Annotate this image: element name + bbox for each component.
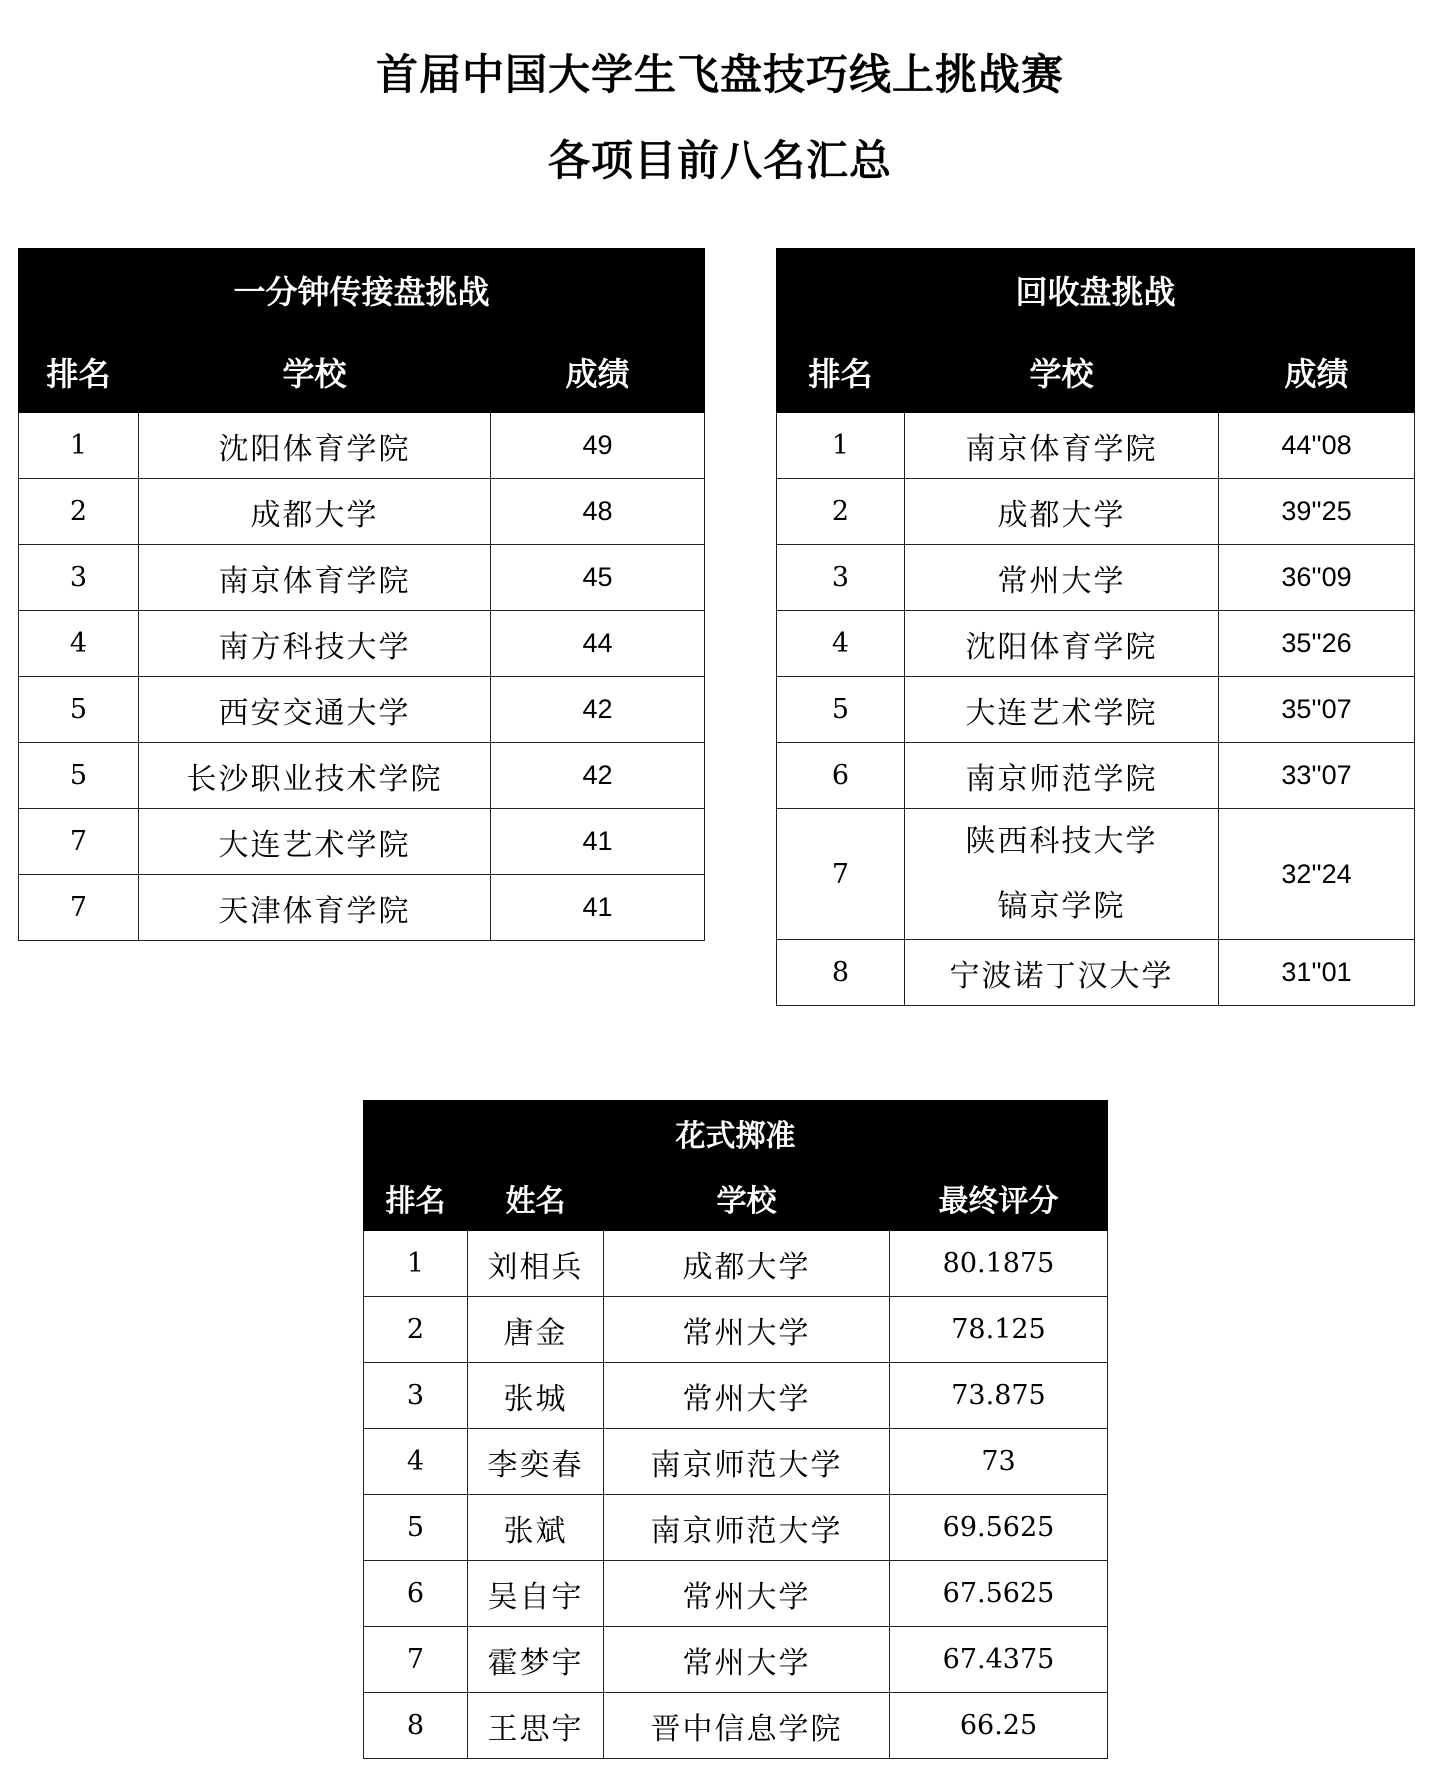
column-header-score: 成绩: [491, 332, 705, 413]
table-row: [777, 611, 1415, 677]
score-cell: 73.875: [890, 1363, 1108, 1429]
score-cell: 73: [890, 1429, 1108, 1495]
school-cell: 天津体育学院: [139, 875, 491, 941]
table-row: [364, 1495, 1108, 1561]
rank-cell: 7: [364, 1627, 468, 1693]
score-cell: 78.125: [890, 1297, 1108, 1363]
table-row: [777, 413, 1415, 479]
score-cell: 35''07: [1219, 677, 1415, 743]
table-row: [19, 413, 705, 479]
name-cell: 唐金: [468, 1297, 604, 1363]
column-header-school: 学校: [139, 332, 491, 413]
column-header-rank: 排名: [364, 1166, 468, 1231]
rank-cell: 7: [19, 809, 139, 875]
score-cell: 49: [491, 413, 705, 479]
rank-cell: 4: [364, 1429, 468, 1495]
school-cell: 常州大学: [604, 1297, 890, 1363]
table-row: [364, 1693, 1108, 1759]
score-cell: 42: [491, 743, 705, 809]
score-cell: 41: [491, 875, 705, 941]
table-row: [777, 545, 1415, 611]
school-cell: [905, 809, 1219, 940]
name-cell: 李奕春: [468, 1429, 604, 1495]
rank-cell: 3: [364, 1363, 468, 1429]
table-row: [19, 611, 705, 677]
rank-cell: 5: [777, 677, 905, 743]
table-row: [19, 875, 705, 941]
score-cell: 69.5625: [890, 1495, 1108, 1561]
school-cell: 晋中信息学院: [604, 1693, 890, 1759]
score-cell: 35''26: [1219, 611, 1415, 677]
table-row: [364, 1627, 1108, 1693]
table-row: [19, 479, 705, 545]
table-row: [777, 677, 1415, 743]
school-cell: 常州大学: [905, 545, 1219, 611]
school-cell: 南京师范学院: [905, 743, 1219, 809]
table-caption: 一分钟传接盘挑战: [19, 249, 705, 332]
rank-cell: 6: [777, 743, 905, 809]
score-cell: 31''01: [1219, 940, 1415, 1006]
school-line-2: 镐京学院: [997, 889, 1126, 924]
school-cell: 大连艺术学院: [905, 677, 1219, 743]
name-cell: 张城: [468, 1363, 604, 1429]
rank-cell: 2: [19, 479, 139, 545]
rank-cell: 2: [777, 479, 905, 545]
column-header-final-score: 最终评分: [890, 1166, 1108, 1231]
name-cell: 吴自宇: [468, 1561, 604, 1627]
school-cell: 沈阳体育学院: [139, 413, 491, 479]
table-caption: 回收盘挑战: [777, 249, 1415, 332]
school-cell: 成都大学: [139, 479, 491, 545]
rank-cell: 1: [777, 413, 905, 479]
name-cell: 霍梦宇: [468, 1627, 604, 1693]
school-cell: 南京体育学院: [905, 413, 1219, 479]
school-cell: 西安交通大学: [139, 677, 491, 743]
school-cell: 南京师范大学: [604, 1495, 890, 1561]
rank-cell: 5: [19, 677, 139, 743]
name-cell: 刘相兵: [468, 1231, 604, 1297]
name-cell: 张斌: [468, 1495, 604, 1561]
score-cell: 41: [491, 809, 705, 875]
table-row: [364, 1363, 1108, 1429]
table-row: [777, 743, 1415, 809]
score-cell: 80.1875: [890, 1231, 1108, 1297]
school-cell: 常州大学: [604, 1627, 890, 1693]
score-cell: 67.5625: [890, 1561, 1108, 1627]
rank-cell: 2: [364, 1297, 468, 1363]
rank-cell: 8: [777, 940, 905, 1006]
column-header-rank: 排名: [19, 332, 139, 413]
school-cell: 长沙职业技术学院: [139, 743, 491, 809]
school-cell: 沈阳体育学院: [905, 611, 1219, 677]
score-cell: 42: [491, 677, 705, 743]
page-title: 首届中国大学生飞盘技巧线上挑战赛: [375, 50, 1064, 99]
rank-cell: 3: [19, 545, 139, 611]
table-row: [364, 1561, 1108, 1627]
school-cell: 常州大学: [604, 1363, 890, 1429]
score-cell: 66.25: [890, 1693, 1108, 1759]
score-cell: 44: [491, 611, 705, 677]
table-recovery-challenge: [776, 248, 1415, 1006]
rank-cell: 5: [364, 1495, 468, 1561]
rank-cell: 3: [777, 545, 905, 611]
rank-cell: 6: [364, 1561, 468, 1627]
rank-cell: 5: [19, 743, 139, 809]
table-one-minute-catch: [18, 248, 705, 941]
school-cell: 南方科技大学: [139, 611, 491, 677]
score-cell: 39''25: [1219, 479, 1415, 545]
school-cell: 常州大学: [604, 1561, 890, 1627]
rank-cell: 7: [19, 875, 139, 941]
school-cell: 南京体育学院: [139, 545, 491, 611]
school-line-1: 陕西科技大学: [965, 824, 1158, 859]
rank-cell: 8: [364, 1693, 468, 1759]
page-subtitle: 各项目前八名汇总: [547, 136, 892, 185]
column-header-school: 学校: [604, 1166, 890, 1231]
table-row: [777, 809, 1415, 940]
school-cell: 南京师范大学: [604, 1429, 890, 1495]
table-freestyle-accuracy: [363, 1100, 1108, 1759]
table-row: [19, 545, 705, 611]
rank-cell: 4: [777, 611, 905, 677]
column-header-rank: 排名: [777, 332, 905, 413]
score-cell: 36''09: [1219, 545, 1415, 611]
column-header-school: 学校: [905, 332, 1219, 413]
name-cell: 王思宇: [468, 1693, 604, 1759]
rank-cell: 7: [777, 809, 905, 940]
score-cell: 48: [491, 479, 705, 545]
table-row: [777, 479, 1415, 545]
column-header-name: 姓名: [468, 1166, 604, 1231]
school-cell: 大连艺术学院: [139, 809, 491, 875]
score-cell: 45: [491, 545, 705, 611]
table-row: [364, 1429, 1108, 1495]
score-cell: 32''24: [1219, 809, 1415, 940]
rank-cell: 1: [19, 413, 139, 479]
school-cell: 成都大学: [905, 479, 1219, 545]
table-row: [19, 809, 705, 875]
table-row: [777, 940, 1415, 1006]
school-cell: 成都大学: [604, 1231, 890, 1297]
column-header-score: 成绩: [1219, 332, 1415, 413]
score-cell: 44''08: [1219, 413, 1415, 479]
school-cell: 宁波诺丁汉大学: [905, 940, 1219, 1006]
table-row: [364, 1297, 1108, 1363]
table-row: [19, 677, 705, 743]
score-cell: 67.4375: [890, 1627, 1108, 1693]
score-cell: 33''07: [1219, 743, 1415, 809]
rank-cell: 4: [19, 611, 139, 677]
rank-cell: 1: [364, 1231, 468, 1297]
table-row: [19, 743, 705, 809]
table-caption: 花式掷准: [364, 1101, 1108, 1166]
table-row: [364, 1231, 1108, 1297]
